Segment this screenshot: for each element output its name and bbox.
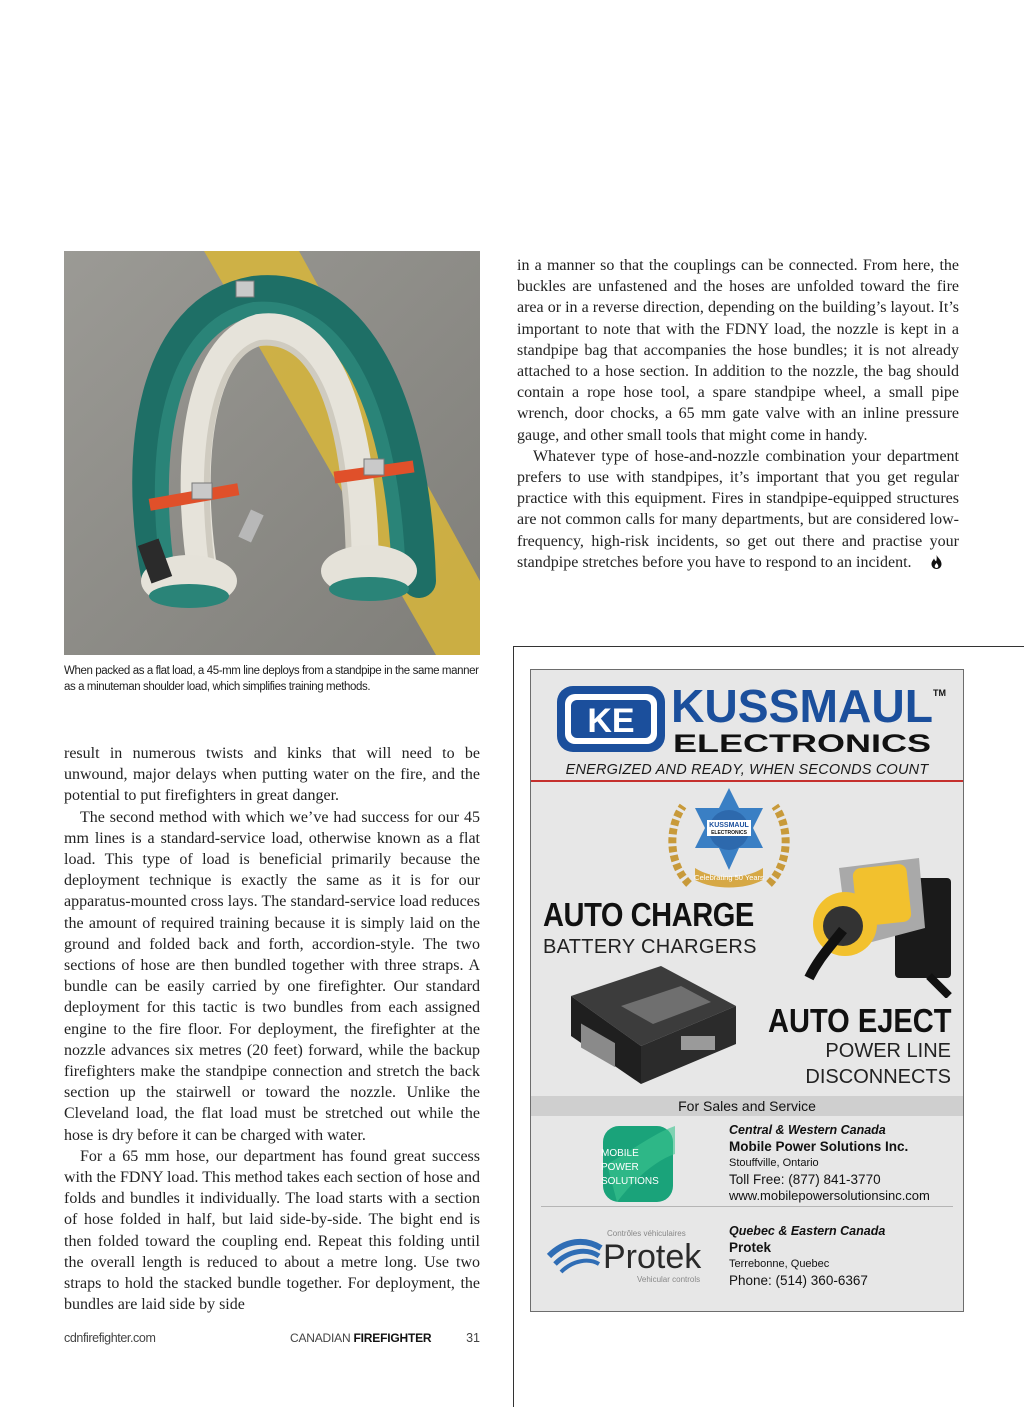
paragraph: result in numerous twists and kinks that will need to be unwound, major delays when putting water on the fire, and the potential to put firefighters in great danger. — [64, 745, 480, 805]
dealer-city: Stouffville, Ontario — [729, 1157, 819, 1169]
mobile-logo-line1: MOBILE — [601, 1148, 639, 1159]
page-number: 31 — [466, 1331, 480, 1345]
auto-charge-heading: AUTO CHARGE — [543, 896, 754, 933]
ad-tagline: ENERGIZED AND READY, WHEN SECONDS COUNT — [565, 762, 929, 778]
paragraph-text: Whatever type of hose-and-nozzle combination your department prefers to use with standpipes, it’s important that you get regular practice with this equipment. Fires in standpipe-equipped structures are not common calls for many departments, but are considered low-frequency, high-risk incidents, so get out there and practise your standpipe stretches before you have to respond to an incident. — [517, 447, 959, 571]
protek-tagline-en: Vehicular controls — [637, 1275, 701, 1284]
dealer-phone: Toll Free: (877) 841-3770 — [729, 1171, 881, 1187]
mobile-logo-line2: POWER — [601, 1162, 639, 1173]
disconnects-subheading: DISCONNECTS — [805, 1066, 951, 1088]
electronics-wordmark: ELECTRONICS — [673, 730, 931, 758]
hose-bundle-photo — [64, 251, 480, 655]
battery-charger-image — [561, 966, 741, 1086]
power-disconnect-image — [799, 858, 959, 998]
trademark-mark: TM — [933, 688, 946, 698]
kussmaul-advertisement — [530, 669, 964, 1312]
dealer-phone: Phone: (514) 360-6367 — [729, 1272, 868, 1288]
battery-chargers-subheading: BATTERY CHARGERS — [543, 936, 757, 958]
dealer-city: Terrebonne, Quebec — [729, 1258, 830, 1270]
footer-magazine-prefix: CANADIAN — [290, 1331, 354, 1345]
protek-wordmark: Protek — [603, 1238, 702, 1276]
badge-sub: ELECTRONICS — [711, 830, 747, 836]
footer-magazine-bold: FIREFIGHTER — [353, 1331, 432, 1345]
fifty-years-badge — [659, 784, 799, 904]
footer-website: cdnfirefighter.com — [64, 1331, 156, 1345]
dealer-divider — [541, 1206, 953, 1207]
flame-icon — [915, 554, 942, 575]
mobile-logo-line3: SOLUTIONS — [601, 1176, 659, 1187]
kussmaul-logo-graphic — [541, 682, 953, 762]
paragraph: in a manner so that the couplings can be connected. From here, the buckles are unfastened and the hoses are unfolded toward the fire area or in a reverse direction, depending on the building’s layout. It’s important to note that with the FDNY load, the nozzle is kept in a standpipe bag that accompanies the hose bundles; it is not already attached to a hose section. In addition to the nozzle, the bag should contain a rope hose tool, a spare standpipe wheel, a small pipe wrench, door chocks, a 65 mm gate valve with an inline pressure gauge, and other small tools that might come in handy. — [517, 257, 959, 444]
hose-bundle-illustration — [64, 251, 480, 655]
photo-caption: When packed as a flat load, a 45-mm line deploys from a standpipe in the same manner as a minuteman shoulder load, which simplifies training methods. — [64, 665, 479, 693]
badge-brand: KUSSMAUL — [709, 822, 749, 829]
dealer-website: www.mobilepowersolutionsinc.com — [729, 1188, 930, 1203]
power-line-subheading: POWER LINE — [825, 1040, 951, 1062]
footer-magazine-name — [290, 1331, 431, 1345]
right-column-text — [517, 255, 959, 575]
ad-divider — [531, 780, 963, 782]
left-column-text — [64, 743, 480, 1315]
dealer-central-western — [729, 1122, 930, 1205]
dealer-name: Mobile Power Solutions Inc. — [729, 1138, 909, 1154]
kussmaul-logo — [541, 682, 953, 774]
dealer-region: Central & Western Canada — [729, 1123, 886, 1137]
dealer-region: Quebec & Eastern Canada — [729, 1224, 886, 1238]
paragraph-last — [517, 446, 959, 575]
auto-eject-heading: AUTO EJECT — [767, 1002, 951, 1039]
paragraph: For a 65 mm hose, our department has found great success with the FDNY load. This method takes each section of hose and folds and bundles it individually. The load starts with a section of hose folded in half, but laid side-by-side. The bight end is then folded toward the coupling end. Repeat this folding until the overall length is reduced to about a metre long. Use two straps to hold the stacked bundle together. For deployment, the bundles are laid side by side — [64, 1147, 480, 1314]
dealer-quebec-eastern — [729, 1223, 885, 1289]
ke-letters: KE — [587, 702, 635, 740]
protek-tagline-fr: Contrôles véhiculaires — [607, 1229, 686, 1238]
kussmaul-wordmark: KUSSMAUL — [671, 682, 933, 732]
mobile-power-solutions-logo — [597, 1124, 677, 1204]
badge-ribbon: Celebrating 50 Years — [694, 873, 764, 882]
page-footer — [64, 1331, 480, 1347]
paragraph: The second method with which we’ve had success for our 45 mm lines is a standard-service load, otherwise known as a flat load. This type of load is beneficial primarily because the deployment technique is exactly the same as it is for our apparatus-mounted cross lays. The standard-service load reduces the amount of required training because it is simply laid on the ground and folded back and forth, accordion-style. The two sections of hose are then bundled together with three straps. A bundle can be easily carried by one firefighter. Our standard deployment for this tactic is two bundles from each assigned engine to the fire floor. For deployment, the firefighter at the nozzle advances six metres (20 feet) forward, while the backup firefighters make the standpipe connection and stretch the back section up the stairwell or toward the nozzle. Unlike the Cleveland load, the flat load must be stretched out while the hose is dry before it can be charged with water. — [64, 808, 480, 1144]
dealer-name: Protek — [729, 1239, 772, 1255]
sales-and-service-band: For Sales and Service — [531, 1096, 963, 1116]
protek-logo — [545, 1226, 725, 1286]
